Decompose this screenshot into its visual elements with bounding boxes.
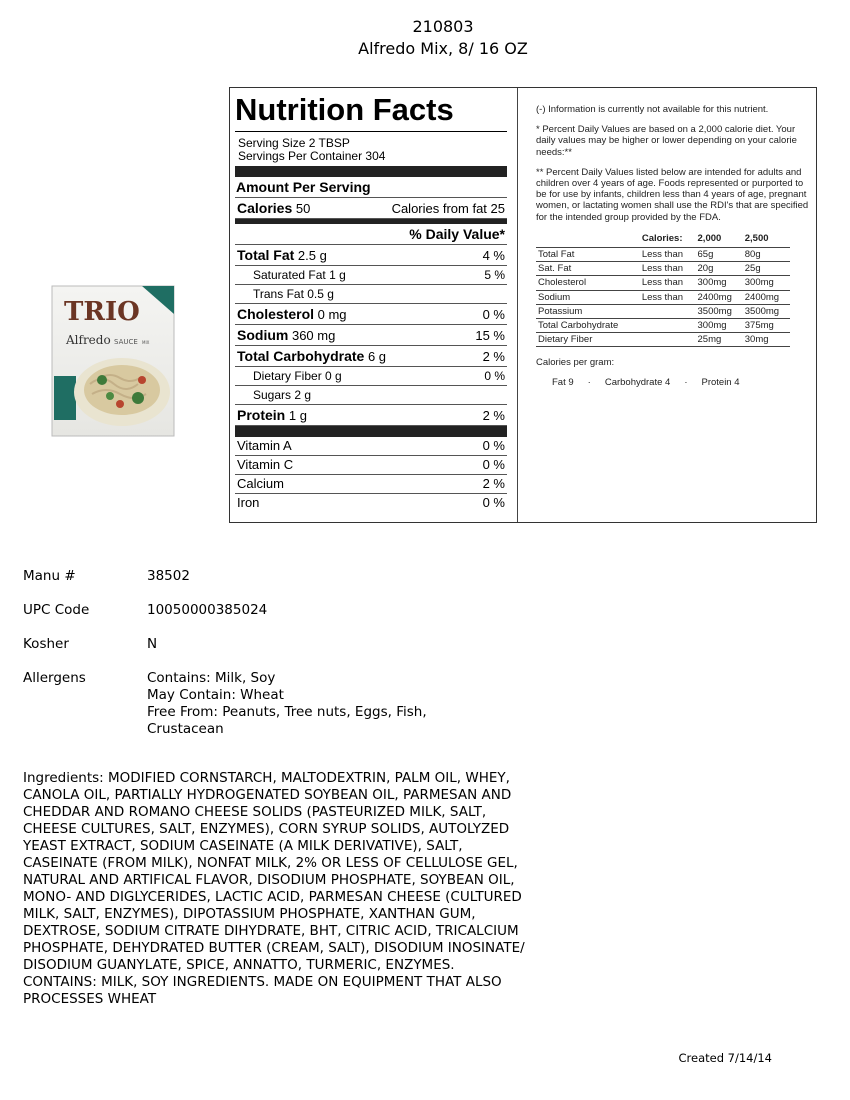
dv-table-header bbox=[536, 232, 790, 248]
daily-value-notes bbox=[536, 104, 814, 388]
created-date: Created 7/14/14 bbox=[678, 1051, 772, 1065]
nutrient-label: Dietary Fiber bbox=[253, 369, 322, 383]
vitamin-label: Iron bbox=[237, 495, 260, 510]
note-unavailable: (-) Information is currently not available for this nutrient. bbox=[536, 104, 769, 115]
calories-per-gram-item: Carbohydrate 4 bbox=[604, 376, 671, 388]
nutrient-name-amount bbox=[237, 407, 307, 423]
dv-table-cell: 3500mg bbox=[743, 304, 790, 318]
calories-row bbox=[235, 198, 507, 219]
dv-table-header-cell: Calories: bbox=[640, 232, 696, 248]
vitamin-daily-value: 0 % bbox=[482, 457, 505, 472]
nutrient-row bbox=[235, 325, 507, 346]
package-product-word: Alfredo bbox=[66, 333, 111, 347]
ingredients-line: MONO- AND DIGLYCERIDES, LACTIC ACID, PARMESAN CHEESE (CULTURED bbox=[23, 889, 522, 905]
ingredients-line: DEXTROSE, SODIUM CITRATE DIHYDRATE, BHT, CITRIC ACID, TRICALCIUM bbox=[23, 923, 519, 939]
dv-table-header-cell bbox=[536, 232, 640, 248]
dv-table-cell bbox=[640, 319, 696, 333]
dv-table-row bbox=[536, 248, 790, 262]
daily-value-header: % Daily Value* bbox=[235, 224, 507, 245]
nutrient-amount: 1 g bbox=[288, 408, 307, 423]
vitamin-daily-value: 2 % bbox=[482, 476, 505, 491]
nutrient-name-amount bbox=[237, 348, 386, 364]
calories-per-gram-item: · bbox=[587, 376, 591, 388]
vitamin-row bbox=[235, 494, 507, 512]
nutrition-facts-label bbox=[235, 93, 507, 512]
dv-table-row bbox=[536, 262, 790, 276]
nutrient-amount: 2 g bbox=[294, 388, 312, 402]
dv-table-cell: Less than bbox=[640, 276, 696, 290]
dv-table-cell: 300mg bbox=[696, 319, 743, 333]
divider-thick bbox=[235, 166, 507, 177]
dv-table-cell: Potassium bbox=[536, 304, 640, 318]
page-header bbox=[0, 16, 850, 60]
dv-table-cell: 3500mg bbox=[696, 304, 743, 318]
dv-table-cell: 25mg bbox=[696, 333, 743, 347]
calories-from-fat: Calories from fat 25 bbox=[391, 201, 505, 216]
calories-per-gram-item: Protein 4 bbox=[701, 376, 740, 388]
nutrient-name-amount bbox=[237, 327, 335, 343]
dv-table-row bbox=[536, 333, 790, 347]
dv-table-row bbox=[536, 319, 790, 333]
package-product-suffix: SAUCE bbox=[114, 338, 138, 346]
calories-per-gram-items bbox=[536, 377, 814, 388]
allergen-line: May Contain: Wheat bbox=[147, 687, 284, 703]
nutrient-row bbox=[235, 266, 507, 285]
allergen-line: Contains: Milk, Soy bbox=[147, 670, 276, 686]
nutrient-daily-value: 15 % bbox=[475, 328, 505, 343]
dv-table-cell: Cholesterol bbox=[536, 276, 640, 290]
vitamin-label: Calcium bbox=[237, 476, 284, 491]
nutrient-amount: 0 g bbox=[325, 369, 342, 383]
nutrient-amount: 1 g bbox=[329, 268, 346, 282]
dv-table-cell: 25g bbox=[743, 262, 790, 276]
dv-table-row bbox=[536, 290, 790, 304]
nutrient-label: Total Carbohydrate bbox=[237, 348, 365, 364]
nutrient-label: Cholesterol bbox=[237, 306, 315, 322]
nutrient-amount: 0.5 g bbox=[307, 287, 334, 301]
dv-table-row bbox=[536, 276, 790, 290]
nutrient-row bbox=[235, 405, 507, 426]
ingredients-line: YEAST EXTRACT, SODIUM CASEINATE (A MILK DERIVATIVE), SALT, bbox=[23, 838, 463, 854]
ingredients-line: CHEESE CULTURES, SALT, ENZYMES), CORN SYRUP SOLIDS, AUTOLYZED bbox=[23, 821, 510, 837]
vitamin-label: Vitamin A bbox=[237, 438, 292, 453]
vitamin-row bbox=[235, 475, 507, 494]
nutrient-name-amount bbox=[253, 268, 346, 282]
nutrient-name-amount bbox=[237, 247, 327, 263]
dv-table-cell: 2400mg bbox=[743, 290, 790, 304]
ingredients-line: Ingredients: MODIFIED CORNSTARCH, MALTODEXTRIN, PALM OIL, WHEY, bbox=[23, 770, 510, 786]
calories-value: 50 bbox=[295, 201, 311, 216]
allergen-line: Free From: Peanuts, Tree nuts, Eggs, Fish, bbox=[147, 704, 427, 720]
ingredients-text bbox=[23, 770, 583, 1008]
nutrient-row bbox=[235, 304, 507, 325]
dv-table-cell: 30mg bbox=[743, 333, 790, 347]
serving-info bbox=[235, 132, 507, 166]
vitamin-row bbox=[235, 456, 507, 475]
dv-table-header-cell: 2,500 bbox=[743, 232, 790, 248]
nutrient-amount: 2.5 g bbox=[297, 248, 327, 263]
nutrient-label: Sugars bbox=[253, 388, 292, 402]
ingredients-line: CANOLA OIL, PARTIALLY HYDROGENATED SOYBEAN OIL, PARMESAN AND bbox=[23, 787, 512, 803]
panel-divider bbox=[517, 88, 518, 522]
dv-table-cell: 20g bbox=[696, 262, 743, 276]
nutrient-name-amount bbox=[237, 306, 347, 322]
ingredients-line: CONTAINS: MILK, SOY INGREDIENTS. MADE ON EQUIPMENT THAT ALSO bbox=[23, 974, 502, 990]
dv-table-cell: 300mg bbox=[743, 276, 790, 290]
calories-per-gram-item: · bbox=[684, 376, 688, 388]
amount-per-serving: Amount Per Serving bbox=[235, 177, 507, 198]
nutrition-panel bbox=[229, 87, 817, 523]
allergen-line: Crustacean bbox=[147, 721, 224, 737]
divider-thick bbox=[235, 426, 507, 437]
nutrient-amount: 6 g bbox=[367, 349, 387, 364]
ingredients-line: CASEINATE (FROM MILK), NONFAT MILK, 2% OR LESS OF CELLULOSE GEL, bbox=[23, 855, 518, 871]
vitamin-daily-value: 0 % bbox=[482, 438, 505, 453]
kosher-label: Kosher bbox=[23, 636, 69, 652]
nutrient-amount: 360 mg bbox=[291, 328, 336, 343]
nutrition-title: Nutrition Facts bbox=[235, 93, 507, 132]
allergens-value bbox=[147, 670, 487, 738]
product-name: Alfredo Mix, 8/ 16 OZ bbox=[358, 39, 528, 58]
ingredients-line: CHEDDAR AND ROMANO CHEESE SOLIDS (PASTEURIZED MILK, SALT, bbox=[23, 804, 487, 820]
dv-table-cell: 65g bbox=[696, 248, 743, 262]
nutrient-row bbox=[235, 346, 507, 367]
dv-table-row bbox=[536, 304, 790, 318]
ingredients-line: DISODIUM GUANYLATE, SPICE, ANNATTO, TURMERIC, ENZYMES. bbox=[23, 957, 455, 973]
calories-label: Calories bbox=[237, 200, 293, 216]
nutrient-row bbox=[235, 367, 507, 386]
nutrient-daily-value: 5 % bbox=[484, 268, 505, 282]
dv-table-cell: Sat. Fat bbox=[536, 262, 640, 276]
kosher-value: N bbox=[147, 636, 158, 652]
nutrient-row bbox=[235, 245, 507, 266]
allergens-label: Allergens bbox=[23, 670, 86, 686]
dv-table-cell: 300mg bbox=[696, 276, 743, 290]
dv-table-cell: Less than bbox=[640, 262, 696, 276]
nutrient-label: Sodium bbox=[237, 327, 289, 343]
nutrient-label: Protein bbox=[237, 407, 286, 423]
nutrient-daily-value: 4 % bbox=[482, 248, 505, 263]
vitamin-label: Vitamin C bbox=[237, 457, 294, 472]
upc-label: UPC Code bbox=[23, 602, 90, 618]
vitamin-row bbox=[235, 437, 507, 456]
daily-value-table bbox=[536, 232, 790, 348]
ingredients-line: PROCESSES WHEAT bbox=[23, 991, 157, 1007]
nutrient-label: Saturated Fat bbox=[253, 268, 326, 282]
ingredients-line: NATURAL AND ARTIFICAL FLAVOR, DISODIUM PHOSPHATE, SOYBEAN OIL, bbox=[23, 872, 515, 888]
dv-table-cell: Total Carbohydrate bbox=[536, 319, 640, 333]
nutrient-name-amount bbox=[253, 388, 311, 402]
calories-per-gram: Calories per gram: bbox=[536, 357, 615, 369]
calories-per-gram-item: Fat 9 bbox=[552, 376, 574, 388]
ingredients-line: PHOSPHATE, DEHYDRATED BUTTER (CREAM, SALT), DISODIUM INOSINATE/ bbox=[23, 940, 525, 956]
nutrient-rows bbox=[235, 245, 507, 426]
nutrient-daily-value: 0 % bbox=[484, 369, 505, 383]
product-package-image bbox=[50, 284, 176, 438]
dv-table-cell: Sodium bbox=[536, 290, 640, 304]
nutrient-daily-value: 0 % bbox=[482, 307, 505, 322]
dv-table-cell: Less than bbox=[640, 290, 696, 304]
ingredients-line: MILK, SALT, ENZYMES), DIPOTASSIUM PHOSPHATE, XANTHAN GUM, bbox=[23, 906, 476, 922]
dv-table-cell: 80g bbox=[743, 248, 790, 262]
dv-table-cell: Total Fat bbox=[536, 248, 640, 262]
servings-per-container: Servings Per Container 304 bbox=[238, 149, 386, 163]
dv-table-cell: 2400mg bbox=[696, 290, 743, 304]
manu-value: 38502 bbox=[147, 568, 190, 584]
dv-table-cell: 375mg bbox=[743, 319, 790, 333]
package-product-mix: MIX bbox=[142, 340, 150, 345]
nutrient-name-amount bbox=[253, 287, 334, 301]
nutrient-label: Total Fat bbox=[237, 247, 295, 263]
dv-table-cell: Less than bbox=[640, 248, 696, 262]
upc-value: 10050000385024 bbox=[147, 602, 268, 618]
dv-table-cell: Dietary Fiber bbox=[536, 333, 640, 347]
nutrient-amount: 0 mg bbox=[317, 307, 347, 322]
product-code: 210803 bbox=[412, 17, 474, 36]
note-percent-dv: * Percent Daily Values are based on a 2,000 calorie diet. Your daily values may be higher or lower depending on your calorie needs:** bbox=[536, 124, 797, 158]
nutrient-row bbox=[235, 386, 507, 405]
dv-table-cell bbox=[640, 333, 696, 347]
nutrient-daily-value: 2 % bbox=[482, 349, 505, 364]
nutrient-row bbox=[235, 285, 507, 304]
package-brand: TRIO bbox=[64, 297, 140, 327]
dv-table-header-cell: 2,000 bbox=[696, 232, 743, 248]
manu-label: Manu # bbox=[23, 568, 76, 584]
vitamin-daily-value: 0 % bbox=[482, 495, 505, 510]
note-children: ** Percent Daily Values listed below are intended for adults and children over 4 years of age. Foods represented or purported to be for use by infants, children less than 4 years of age, pregnant women, or lactating women shall use the RDI's that are specified for the intended group provided by the FDA. bbox=[536, 166, 809, 223]
serving-size: Serving Size 2 TBSP bbox=[238, 136, 350, 150]
nutrient-label: Trans Fat bbox=[253, 287, 304, 301]
dv-table-cell bbox=[640, 304, 696, 318]
nutrient-daily-value: 2 % bbox=[482, 408, 505, 423]
vitamin-rows bbox=[235, 437, 507, 512]
nutrient-name-amount bbox=[253, 369, 342, 383]
